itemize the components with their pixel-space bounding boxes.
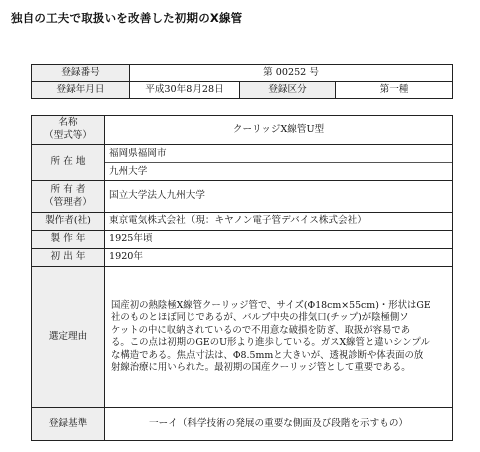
reason-label: 選定理由 bbox=[32, 267, 105, 408]
criteria-value: 一ーイ（科学技術の発展の重要な側面及び段階を示すもの） bbox=[105, 408, 453, 441]
reason-text bbox=[105, 267, 453, 408]
registration-number-row bbox=[32, 65, 453, 82]
name-label-line1: 名称 bbox=[58, 117, 78, 129]
registration-date-row bbox=[32, 82, 453, 99]
name-value: クーリッジX線管U型 bbox=[105, 116, 453, 145]
reason-line: 社のものとほぼ同じであるが、バルブ中央の排気口(チップ)が陰極側ソ bbox=[111, 312, 409, 323]
registration-date-value: 平成30年8月28日 bbox=[130, 82, 240, 99]
location-label: 所 在 地 bbox=[32, 145, 105, 181]
reason-line: る。この点は初期のGEのU形より進歩している。ガスX線管と違いシンプル bbox=[111, 337, 430, 348]
maker-label: 製作者(社) bbox=[32, 213, 105, 231]
reason-line: 射線治療に用いられた。最初期の国産クーリッジ管として重要である。 bbox=[111, 362, 411, 373]
reason-row bbox=[32, 267, 453, 408]
page-title: 独自の工夫で取扱いを改善した初期のX線管 bbox=[11, 11, 243, 25]
registration-number-label: 登録番号 bbox=[32, 65, 130, 82]
reason-line: 国産初の熱陰極X線管クーリッジ管で、サイズ(Φ18cm×55cm)・形状はGE bbox=[111, 299, 431, 311]
owner-label-line1: 所 有 者 bbox=[50, 183, 86, 195]
year-label: 製 作 年 bbox=[32, 231, 105, 249]
name-row bbox=[32, 116, 453, 145]
location-value bbox=[105, 145, 453, 181]
registration-category-label: 登録区分 bbox=[240, 82, 336, 99]
registration-table bbox=[31, 64, 453, 99]
year-value: 1925年頃 bbox=[105, 231, 453, 249]
debut-label: 初 出 年 bbox=[32, 249, 105, 267]
maker-row bbox=[32, 213, 453, 231]
owner-row bbox=[32, 181, 453, 213]
maker-value: 東京電気株式会社（現：キヤノン電子管デバイス株式会社） bbox=[105, 213, 453, 231]
year-row bbox=[32, 231, 453, 249]
location-line1: 福岡県福岡市 bbox=[109, 148, 167, 159]
location-line2: 九州大学 bbox=[109, 166, 148, 177]
details-table bbox=[31, 115, 453, 441]
name-label-line2: （型式等） bbox=[44, 130, 92, 141]
registration-category-value: 第一種 bbox=[336, 82, 453, 99]
criteria-label: 登録基準 bbox=[32, 408, 105, 441]
debut-row bbox=[32, 249, 453, 267]
reason-line: な構造である。焦点寸法は、Φ8.5mmと大きいが、透視診断や体表面の放 bbox=[111, 349, 424, 361]
registration-date-label: 登録年月日 bbox=[32, 82, 130, 99]
reason-line: ケットの中に収納されているので不用意な破損を防ぎ、取扱が容易であ bbox=[111, 324, 411, 336]
name-label bbox=[32, 116, 105, 145]
registration-number-value: 第 00252 号 bbox=[130, 65, 453, 82]
owner-label-line2: （管理者） bbox=[44, 196, 92, 208]
criteria-row bbox=[32, 408, 453, 441]
owner-value: 国立大学法人九州大学 bbox=[105, 181, 453, 213]
location-row bbox=[32, 145, 453, 181]
owner-label bbox=[32, 181, 105, 213]
debut-value: 1920年 bbox=[105, 249, 453, 267]
